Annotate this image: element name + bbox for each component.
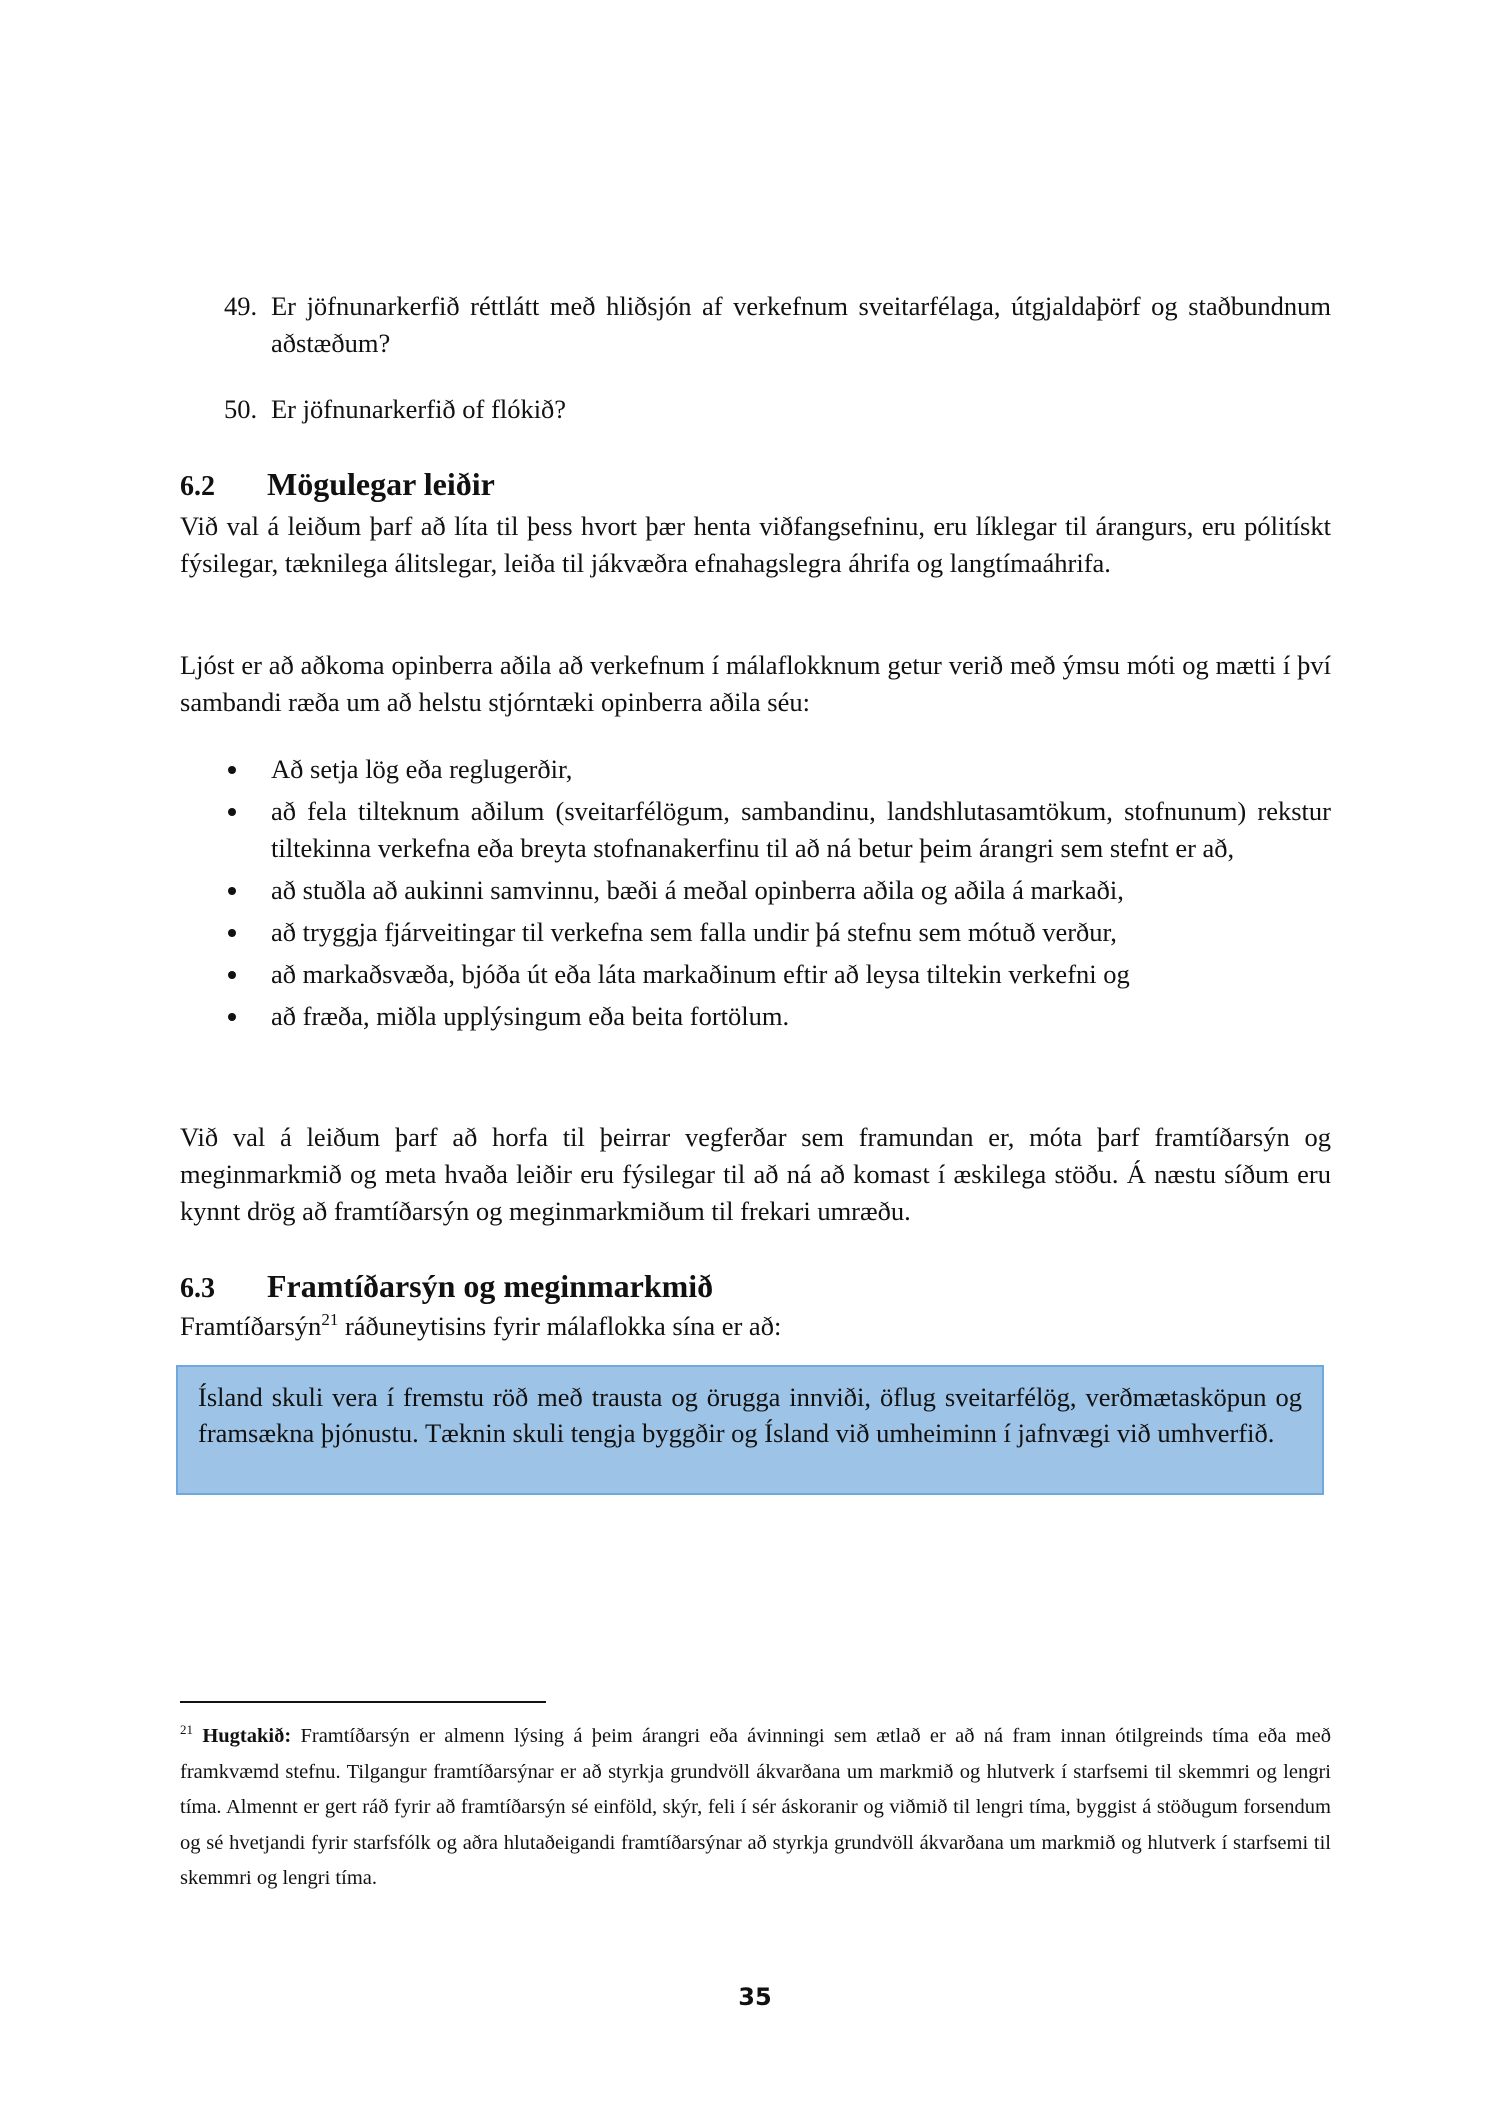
footnote (180, 1719, 1331, 1897)
section-title: Mögulegar leiðir (267, 466, 495, 502)
question-number: 50. (224, 394, 258, 424)
list-item-text: að fela tilteknum aðilum (sveitarfélögum, sambandinu, landshlutasamtökum, stofnunum) rekstur tiltekinna verkefna eða breyta stofnanakerfinu til að ná betur þeim árangri sem stefnt er að, (271, 796, 1331, 863)
list-item (180, 956, 1331, 993)
question-text: Er jöfnunarkerfið of flókið? (271, 394, 567, 424)
footnote-separator (180, 1701, 546, 1703)
page-number: 35 (738, 1983, 772, 2011)
bullet-icon (228, 766, 236, 774)
bullet-icon (228, 1013, 236, 1021)
list-item (180, 751, 1331, 788)
list-item (180, 793, 1331, 867)
list-item (180, 872, 1331, 909)
footnote-number: 21 (180, 1722, 193, 1738)
footnote-reference[interactable]: 21 (321, 1310, 339, 1330)
bullet-icon (228, 971, 236, 979)
question-number: 49. (224, 291, 258, 321)
vision-box: Ísland skuli vera í fremstu röð með trausta og örugga innviði, öflug sveitarfélög, verðmætasköpun og framsækna þjónustu. Tæknin skuli tengja byggðir og Ísland við umheiminn í jafnvægi við umhverfið. (176, 1365, 1324, 1495)
section-heading-6-3 (180, 1266, 713, 1309)
list-item-text: að tryggja fjárveitingar til verkefna sem falla undir þá stefnu sem mótuð verður, (271, 917, 1117, 947)
question-text: Er jöfnunarkerfið réttlátt með hliðsjón af verkefnum sveitarfélaga, útgjaldaþörf og staðbundnum aðstæðum? (271, 291, 1331, 358)
question-50 (224, 391, 1331, 428)
list-item-text: að fræða, miðla upplýsingum eða beita fortölum. (271, 1001, 790, 1031)
list-item (180, 914, 1331, 951)
bullet-icon (228, 929, 236, 937)
paragraph: Við val á leiðum þarf að horfa til þeirrar vegferðar sem framundan er, móta þarf framtíðarsýn og meginmarkmið og meta hvaða leiðir eru fýsilegar til að ná að komast í æskilega stöðu. Á næstu síðum eru kynnt drög að framtíðarsýn og meginmarkmiðum til frekari umræðu. (180, 1122, 1331, 1226)
intro-text: ráðuneytisins fyrir málaflokka sína er að: (338, 1311, 782, 1341)
question-49 (224, 288, 1331, 362)
bullet-icon (228, 887, 236, 895)
bullet-icon (228, 808, 236, 816)
footnote-term: Hugtakið: (202, 1725, 292, 1747)
section-number: 6.2 (180, 471, 215, 502)
paragraph-intro (180, 1308, 1331, 1345)
list-item-text: að stuðla að aukinni samvinnu, bæði á meðal opinberra aðila og aðila á markaði, (271, 875, 1124, 905)
list-item-text: Að setja lög eða reglugerðir, (271, 754, 573, 784)
section-heading-6-2 (180, 464, 495, 507)
list-item (180, 998, 1331, 1035)
list-item-text: að markaðsvæða, bjóða út eða láta markaðinum eftir að leysa tiltekin verkefni og (271, 959, 1130, 989)
section-number: 6.3 (180, 1273, 215, 1304)
section-title: Framtíðarsýn og meginmarkmið (267, 1268, 714, 1304)
bullet-list (180, 751, 1331, 1040)
footnote-text: Framtíðarsýn er almenn lýsing á þeim árangri eða ávinningi sem ætlað er að ná fram innan ótilgreinds tíma eða með framkvæmd stefnu. Tilgangur framtíðarsýnar er að styrkja grundvöll ákvarðana um markmið og hlutverk í starfsemi til skemmri og lengri tíma. Almennt er gert ráð fyrir að framtíðarsýn sé einföld, skýr, feli í sér áskoranir og viðmið til lengri tíma, byggist á stöðugum forsendum og sé hvetjandi fyrir starfsfólk og aðra hlutaðeigandi framtíðarsýnar að styrkja grundvöll ákvarðana um markmið og hlutverk í starfsemi til skemmri og lengri tíma. (180, 1725, 1332, 1889)
paragraph: Ljóst er að aðkoma opinberra aðila að verkefnum í málaflokknum getur verið með ýmsu móti og mætti í því sambandi ræða um að helstu stjórntæki opinberra aðila séu: (180, 650, 1331, 717)
intro-text: Framtíðarsýn (180, 1311, 322, 1341)
paragraph: Við val á leiðum þarf að líta til þess hvort þær henta viðfangsefninu, eru líklegar til árangurs, eru pólitískt fýsilegar, tæknilega álitslegar, leiða til jákvæðra efnahagslegra áhrifa og langtímaáhrifa. (180, 511, 1331, 578)
